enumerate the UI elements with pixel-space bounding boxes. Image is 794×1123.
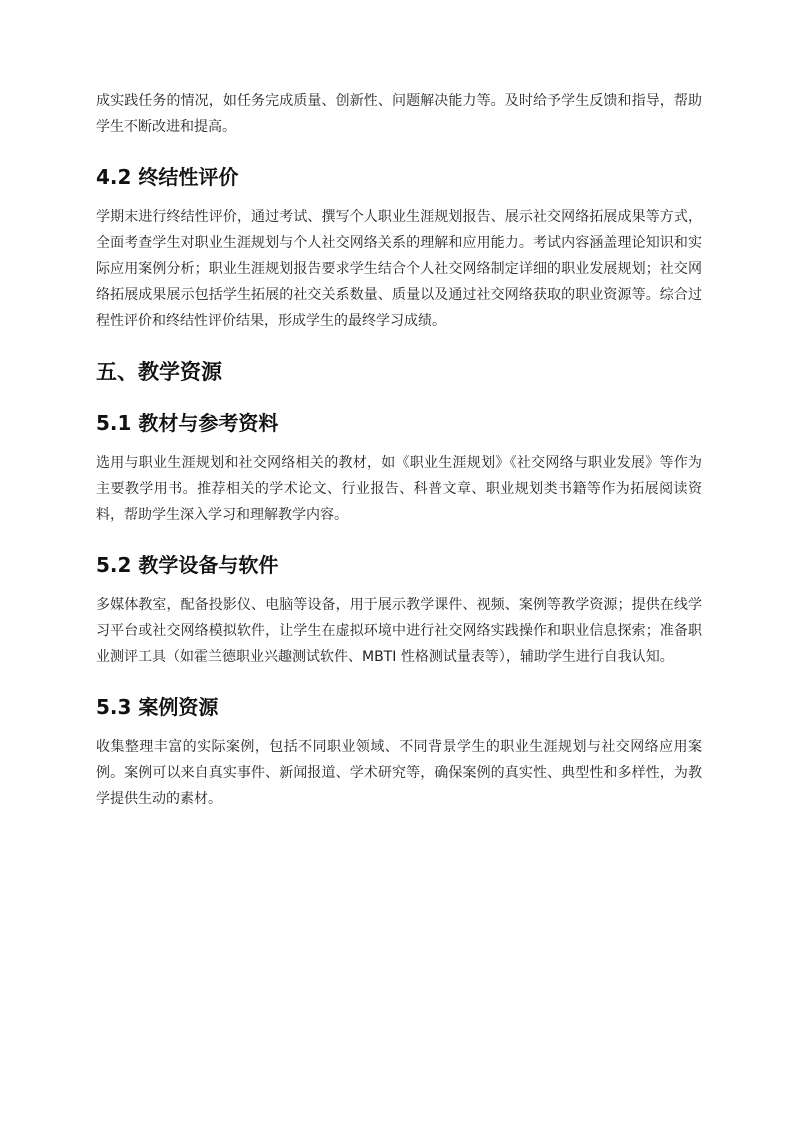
heading-4-2-summative-evaluation: 4.2 终结性评价 bbox=[96, 165, 239, 189]
paragraph-5-3: 收集整理丰富的实际案例，包括不同职业领域、不同背景学生的职业生涯规划与社交网络应用案例。案例可以来自真实事件、新闻报道、学术研究等，确保案例的真实性、典型性和多样性，为教学提供生动的素材。 bbox=[96, 739, 702, 807]
paragraph-5-1: 选用与职业生涯规划和社交网络相关的教材，如《职业生涯规划》《社交网络与职业发展》等作为主要教学用书。推荐相关的学术论文、行业报告、科普文章、职业规划类书籍等作为拓展阅读资料，帮助学生深入学习和理解教学内容。 bbox=[96, 455, 702, 523]
paragraph-4-2: 学期末进行终结性评价，通过考试、撰写个人职业生涯规划报告、展示社交网络拓展成果等方式，全面考查学生对职业生涯规划与个人社交网络关系的理解和应用能力。考试内容涵盖理论知识和实际应用案例分析；职业生涯规划报告要求学生结合个人社交网络制定详细的职业发展规划；社交网络拓展成果展示包括学生拓展的社交关系数量、质量以及通过社交网络获取的职业资源等。综合过程性评价和终结性评价结果，形成学生的最终学习成绩。 bbox=[96, 209, 702, 329]
heading-5-1-textbooks: 5.1 教材与参考资料 bbox=[96, 411, 279, 435]
paragraph-5-2: 多媒体教室，配备投影仪、电脑等设备，用于展示教学课件、视频、案例等教学资源；提供在线学习平台或社交网络模拟软件，让学生在虚拟环境中进行社交网络实践操作和职业信息探索；准备职业测评工具（如霍兰德职业兴趣测试软件、MBTI 性格测试量表等），辅助学生进行自我认知。 bbox=[96, 597, 702, 665]
intro-paragraph: 成实践任务的情况，如任务完成质量、创新性、问题解决能力等。及时给予学生反馈和指导，帮助学生不断改进和提高。 bbox=[96, 93, 702, 135]
document-page bbox=[96, 88, 702, 812]
heading-5-teaching-resources: 五、教学资源 bbox=[96, 360, 222, 384]
heading-5-2-equipment-software: 5.2 教学设备与软件 bbox=[96, 553, 279, 577]
heading-5-3-case-resources: 5.3 案例资源 bbox=[96, 695, 219, 719]
